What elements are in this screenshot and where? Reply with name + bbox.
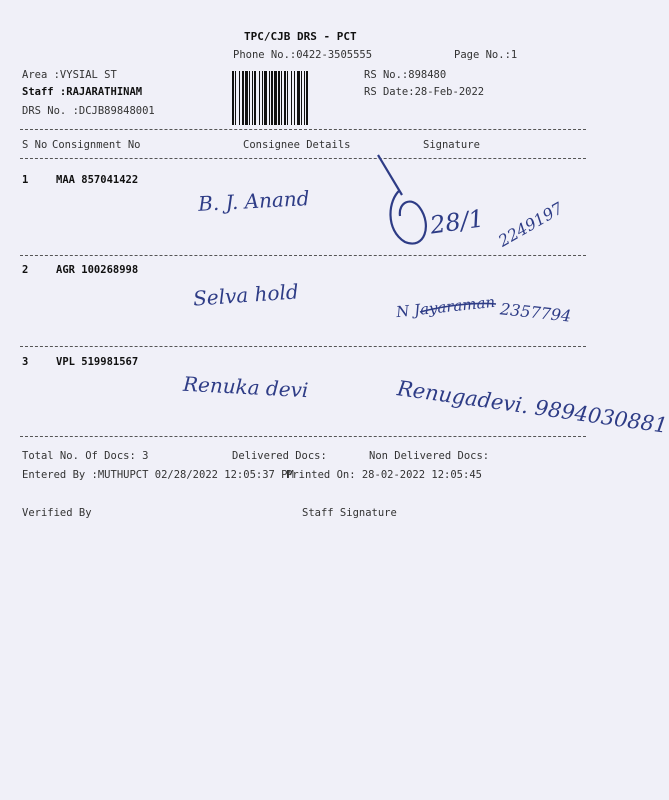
- divider: [20, 255, 586, 256]
- row-2-sno: 2: [22, 264, 29, 276]
- row-2-consignment: AGR 100268998: [56, 264, 139, 276]
- row-1-signature: 28/1: [428, 204, 486, 240]
- row-2-consignee-handwritten: Selva hold: [192, 279, 300, 311]
- col-header-consignment: Consignment No: [52, 139, 141, 151]
- row-3-signature: Renugadevi. 9894030881: [395, 376, 669, 438]
- printed-on: Printed On: 28-02-2022 12:05:45: [286, 469, 482, 481]
- row-3-sno: 3: [22, 356, 29, 368]
- row-1-phone-handwritten: 2249197: [495, 198, 567, 251]
- row-3-consignee-handwritten: Renuka devi: [182, 371, 309, 403]
- row-1-consignment: MAA 857041422: [56, 174, 139, 186]
- rs-date: RS Date:28-Feb-2022: [364, 86, 485, 98]
- barcode-image: [232, 71, 356, 125]
- row-2-phone-handwritten: 2357794: [499, 299, 573, 326]
- row-3-consignment: VPL 519981567: [56, 356, 139, 368]
- staff-label: Staff :RAJARATHINAM: [22, 86, 143, 98]
- area-label: Area :VYSIAL ST: [22, 69, 117, 81]
- document-title: TPC/CJB DRS - PCT: [244, 30, 357, 43]
- rs-number: RS No.:898480: [364, 69, 447, 81]
- divider: [20, 346, 586, 347]
- row-1-consignee-handwritten: B. J. Anand: [197, 186, 311, 216]
- divider: [20, 436, 586, 437]
- phone-number: Phone No.:0422-3505555: [233, 49, 373, 61]
- row-1-sno: 1: [22, 174, 29, 186]
- delivered-docs: Delivered Docs:: [232, 450, 327, 462]
- col-header-sno: S No: [22, 139, 48, 151]
- col-header-consignee: Consignee Details: [243, 139, 351, 151]
- divider: [20, 129, 586, 130]
- verified-by: Verified By: [22, 507, 92, 519]
- col-header-signature: Signature: [423, 139, 480, 151]
- entered-by: Entered By :MUTHUPCT 02/28/2022 12:05:37 PM: [22, 469, 294, 481]
- divider: [20, 158, 586, 159]
- staff-signature-label: Staff Signature: [302, 507, 397, 519]
- row-1-signature-scribble: [370, 150, 480, 260]
- row-2-signature: N Jayaraman: [395, 292, 496, 322]
- total-docs: Total No. Of Docs: 3: [22, 450, 149, 462]
- row-2-signature-underline: [418, 296, 498, 316]
- drs-number: DRS No. :DCJB89848001: [22, 105, 155, 117]
- non-delivered-docs: Non Delivered Docs:: [369, 450, 490, 462]
- page-number: Page No.:1: [454, 49, 518, 61]
